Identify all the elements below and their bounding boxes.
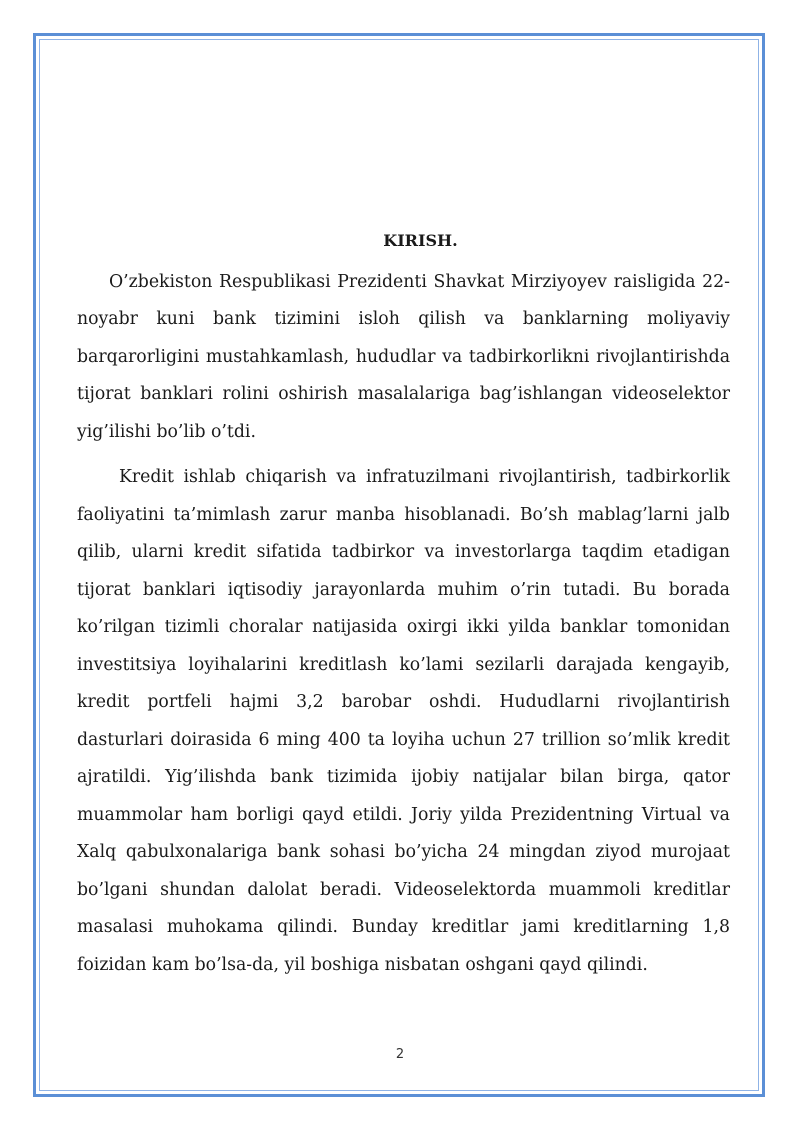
section-heading: KIRISH.	[383, 231, 458, 250]
paragraph-2: Kredit ishlab chiqarish va infratuzilmani rivojlantirish, tadbirkorlik faoliyatini ta’mimlash zarur manba hisoblanadi. Bo’sh mablag’larni jalb qilib, ularni kredit sifatida tadbirkor va investorlarga taqdim etadigan tijorat banklari iqtisodiy jarayonlarda muhim o’rin tutadi. Bu borada ko’rilgan tizimli choralar natijasida oxirgi ikki yilda banklar tomonidan investitsiya loyihalarini kreditlash ko’lami sezilarli darajada kengayib, kredit portfeli hajmi 3,2 barobar oshdi. Hududlarni rivojlantirish dasturlari doirasida 6 ming 400 ta loyiha uchun 27 trillion so’mlik kredit ajratildi. Yig’ilishda bank tizimida ijobiy natijalar bilan birga, qator muammolar ham borligi qayd etildi. Joriy yilda Prezidentning Virtual va Xalq qabulxonalariga bank sohasi bo’yicha 24 mingdan ziyod murojaat bo’lgani shundan dalolat beradi. Videoselektorda muammoli kreditlar masalasi muhokama qilindi. Bunday kreditlar jami kreditlarning 1,8 foizidan kam bo’lsa-da, yil boshiga nisbatan oshgani qayd qilindi.	[77, 467, 730, 975]
document-body	[77, 222, 730, 984]
page-number: 2	[395, 1047, 405, 1062]
paragraph-1: O’zbekiston Respublikasi Prezidenti Shavkat Mirziyoyev raisligida 22-noyabr kuni bank tizimini isloh qilish va banklarning moliyaviy barqarorligini mustahkamlash, hududlar va tadbirkorlikni rivojlantirishda tijorat banklari rolini oshirish masalalariga bag’ishlangan videoselektor yig’ilishi bo’lib o’tdi.	[77, 271, 730, 442]
